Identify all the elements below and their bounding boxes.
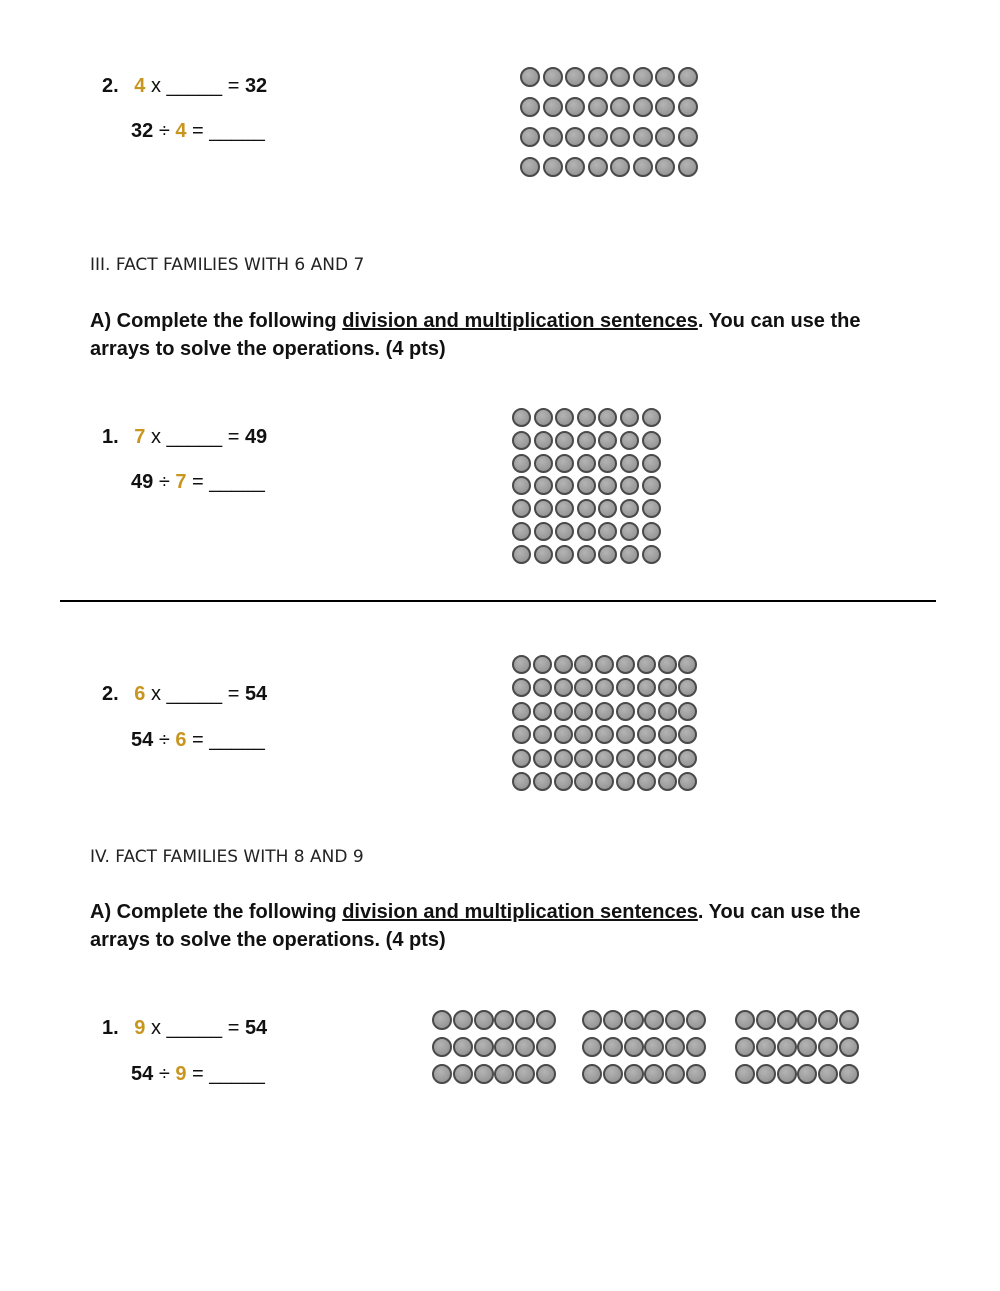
divisor: 9 (175, 1063, 187, 1085)
array-dot (735, 1010, 755, 1030)
array-dot (565, 157, 585, 177)
answer-blank[interactable]: _____ (209, 120, 265, 142)
array-dot (678, 725, 697, 744)
array-dot (616, 655, 635, 674)
array-dot (644, 1010, 664, 1030)
divisor: 7 (175, 471, 187, 493)
array-dot (512, 725, 531, 744)
array-dot (642, 476, 661, 495)
array-dot (512, 408, 531, 427)
dot-array (512, 408, 661, 564)
array-dot (598, 476, 617, 495)
answer-blank[interactable]: _____ (209, 1063, 265, 1085)
equals-sign: = (227, 1017, 240, 1039)
dividend: 54 (131, 1063, 154, 1085)
array-dot (582, 1010, 602, 1030)
divisor: 6 (175, 729, 187, 751)
array-dot (555, 522, 574, 541)
array-dot (512, 499, 531, 518)
array-dot (678, 772, 697, 791)
equals-sign: = (192, 729, 204, 751)
equation-mult-iv-1 (102, 1016, 267, 1040)
dividend: 49 (131, 471, 154, 493)
array-dot (633, 67, 653, 87)
instructions-iii (90, 307, 910, 363)
array-dot (494, 1010, 514, 1030)
array-dot (642, 545, 661, 564)
problem-number: 2. (102, 683, 119, 705)
array-dot (574, 725, 593, 744)
array-dot (637, 725, 656, 744)
divide-sign: ÷ (158, 120, 170, 142)
problem-number: 2. (102, 75, 119, 97)
factor: 7 (134, 426, 146, 448)
array-dot (797, 1010, 817, 1030)
array-dot (512, 702, 531, 721)
array-dot (494, 1037, 514, 1057)
array-dot (598, 499, 617, 518)
array-dot (574, 678, 593, 697)
dot-array (520, 67, 698, 177)
array-dot (603, 1064, 623, 1084)
array-dot (642, 499, 661, 518)
array-dot (644, 1064, 664, 1084)
array-dot (536, 1037, 556, 1057)
page-divider (60, 600, 936, 602)
array-dot (512, 772, 531, 791)
instructions-prefix: A) Complete the following (90, 901, 343, 923)
array-dot (642, 431, 661, 450)
answer-blank[interactable]: _____ (209, 471, 265, 493)
array-dot (577, 476, 596, 495)
array-dot (543, 157, 563, 177)
product: 49 (244, 426, 268, 448)
answer-blank[interactable]: _____ (166, 1017, 223, 1039)
array-dot (574, 655, 593, 674)
equals-sign: = (192, 120, 204, 142)
array-dot (565, 97, 585, 117)
array-dot (533, 678, 552, 697)
array-dot (678, 97, 698, 117)
array-dot (777, 1064, 797, 1084)
array-dot (642, 454, 661, 473)
array-dot (536, 1010, 556, 1030)
array-dot (598, 454, 617, 473)
array-dot (555, 431, 574, 450)
array-dot (686, 1037, 706, 1057)
factor: 4 (134, 75, 146, 97)
answer-blank[interactable]: _____ (166, 683, 223, 705)
array-dot (543, 127, 563, 147)
array-dot (533, 725, 552, 744)
times-sign: x (150, 75, 161, 97)
array-dot (655, 97, 675, 117)
array-dot (533, 702, 552, 721)
array-dot (620, 408, 639, 427)
array-dot (595, 749, 614, 768)
divide-sign: ÷ (158, 729, 170, 751)
array-dot (658, 655, 677, 674)
array-dot (839, 1064, 859, 1084)
array-dot (637, 702, 656, 721)
array-dot (582, 1064, 602, 1084)
array-dot (533, 772, 552, 791)
equals-sign: = (192, 1063, 204, 1085)
equation-mult-iii-2 (102, 682, 267, 706)
array-dot (474, 1010, 494, 1030)
array-dot (633, 127, 653, 147)
array-dot (624, 1010, 644, 1030)
array-dot (658, 702, 677, 721)
dot-array (512, 655, 697, 791)
array-dot (678, 678, 697, 697)
array-dot (598, 522, 617, 541)
divide-sign: ÷ (158, 471, 170, 493)
times-sign: x (150, 683, 161, 705)
array-dot (555, 545, 574, 564)
problem-number: 1. (102, 1017, 119, 1039)
array-dot (637, 678, 656, 697)
dot-array-group-2 (582, 1010, 706, 1084)
instructions-suffix: . You can use the arrays to solve the operations. (4 pts) (90, 310, 861, 360)
array-dot (512, 655, 531, 674)
answer-blank[interactable]: _____ (166, 75, 223, 97)
array-dot (735, 1037, 755, 1057)
array-dot (620, 431, 639, 450)
array-dot (588, 97, 608, 117)
array-dot (620, 522, 639, 541)
array-dot (818, 1010, 838, 1030)
array-dot (595, 702, 614, 721)
array-dot (686, 1064, 706, 1084)
array-dot (603, 1010, 623, 1030)
equation-div-top (131, 119, 265, 143)
array-dot (577, 545, 596, 564)
array-dot (595, 725, 614, 744)
array-dot (512, 678, 531, 697)
array-dot (543, 97, 563, 117)
array-dot (678, 127, 698, 147)
array-dot (554, 655, 573, 674)
product: 54 (244, 1017, 268, 1039)
array-dot (620, 545, 639, 564)
array-dot (637, 749, 656, 768)
divisor: 4 (175, 120, 187, 142)
array-dot (595, 678, 614, 697)
array-dot (512, 454, 531, 473)
array-dot (603, 1037, 623, 1057)
array-dot (777, 1037, 797, 1057)
instructions-iv (90, 898, 910, 954)
array-dot (616, 772, 635, 791)
array-dot (616, 749, 635, 768)
array-dot (839, 1037, 859, 1057)
array-dot (678, 157, 698, 177)
array-dot (665, 1064, 685, 1084)
dividend: 32 (131, 120, 154, 142)
array-dot (520, 67, 540, 87)
answer-blank[interactable]: _____ (166, 426, 223, 448)
array-dot (756, 1064, 776, 1084)
array-dot (577, 431, 596, 450)
array-dot (515, 1064, 535, 1084)
product: 54 (244, 683, 268, 705)
array-dot (598, 408, 617, 427)
equation-div-iii-1 (131, 470, 265, 494)
array-dot (582, 1037, 602, 1057)
array-dot (534, 545, 553, 564)
array-dot (534, 431, 553, 450)
array-dot (655, 127, 675, 147)
answer-blank[interactable]: _____ (209, 729, 265, 751)
array-dot (658, 749, 677, 768)
array-dot (534, 454, 553, 473)
array-dot (543, 67, 563, 87)
problem-number: 1. (102, 426, 119, 448)
array-dot (686, 1010, 706, 1030)
array-dot (616, 702, 635, 721)
dividend: 54 (131, 729, 154, 751)
array-dot (642, 408, 661, 427)
array-dot (610, 67, 630, 87)
equation-div-iii-2 (131, 728, 265, 752)
array-dot (520, 97, 540, 117)
array-dot (620, 454, 639, 473)
equals-sign: = (227, 683, 240, 705)
array-dot (610, 157, 630, 177)
array-dot (574, 702, 593, 721)
dot-array-group-1 (432, 1010, 556, 1084)
array-dot (678, 67, 698, 87)
array-dot (453, 1037, 473, 1057)
equals-sign: = (227, 426, 240, 448)
array-dot (512, 522, 531, 541)
array-dot (534, 499, 553, 518)
array-dot (534, 522, 553, 541)
array-dot (595, 655, 614, 674)
array-dot (655, 157, 675, 177)
product: 32 (244, 75, 268, 97)
array-dot (453, 1010, 473, 1030)
array-dot (658, 772, 677, 791)
array-dot (533, 749, 552, 768)
array-dot (577, 408, 596, 427)
array-dot (577, 522, 596, 541)
array-dot (644, 1037, 664, 1057)
instructions-underlined: division and multiplication sentences (342, 901, 698, 923)
array-dot (554, 725, 573, 744)
instructions-suffix: . You can use the arrays to solve the operations. (4 pts) (90, 901, 861, 951)
array-dot (665, 1037, 685, 1057)
array-dot (474, 1064, 494, 1084)
array-dot (620, 476, 639, 495)
array-dot (577, 454, 596, 473)
array-dot (474, 1037, 494, 1057)
array-dot (554, 702, 573, 721)
array-dot (574, 749, 593, 768)
array-dot (554, 772, 573, 791)
array-dot (432, 1064, 452, 1084)
array-dot (534, 408, 553, 427)
array-dot (678, 702, 697, 721)
equation-div-iv-1 (131, 1062, 265, 1086)
array-dot (577, 499, 596, 518)
array-dot (555, 454, 574, 473)
array-dot (588, 157, 608, 177)
array-dot (756, 1037, 776, 1057)
array-dot (453, 1064, 473, 1084)
array-dot (554, 678, 573, 697)
array-dot (565, 127, 585, 147)
array-dot (658, 678, 677, 697)
array-dot (610, 97, 630, 117)
array-dot (595, 772, 614, 791)
array-dot (642, 522, 661, 541)
array-dot (678, 749, 697, 768)
array-dot (678, 655, 697, 674)
array-dot (515, 1010, 535, 1030)
array-dot (637, 772, 656, 791)
array-dot (624, 1037, 644, 1057)
array-dot (756, 1010, 776, 1030)
array-dot (598, 431, 617, 450)
array-dot (555, 408, 574, 427)
array-dot (665, 1010, 685, 1030)
array-dot (574, 772, 593, 791)
equation-mult-iii-1 (102, 425, 267, 449)
array-dot (565, 67, 585, 87)
times-sign: x (150, 426, 161, 448)
array-dot (620, 499, 639, 518)
array-dot (494, 1064, 514, 1084)
times-sign: x (150, 1017, 161, 1039)
array-dot (534, 476, 553, 495)
array-dot (515, 1037, 535, 1057)
array-dot (610, 127, 630, 147)
array-dot (512, 431, 531, 450)
array-dot (797, 1037, 817, 1057)
factor: 9 (134, 1017, 146, 1039)
section-heading-iv: IV. FACT FAMILIES WITH 8 AND 9 (90, 847, 364, 867)
section-heading-iii: III. FACT FAMILIES WITH 6 AND 7 (90, 255, 365, 275)
array-dot (818, 1037, 838, 1057)
array-dot (512, 545, 531, 564)
array-dot (658, 725, 677, 744)
array-dot (512, 749, 531, 768)
instructions-underlined: division and multiplication sentences (342, 310, 698, 332)
array-dot (598, 545, 617, 564)
dot-array-group-3 (735, 1010, 859, 1084)
array-dot (588, 127, 608, 147)
array-dot (637, 655, 656, 674)
array-dot (555, 476, 574, 495)
equals-sign: = (227, 75, 240, 97)
divide-sign: ÷ (158, 1063, 170, 1085)
array-dot (520, 157, 540, 177)
array-dot (616, 678, 635, 697)
array-dot (624, 1064, 644, 1084)
array-dot (554, 749, 573, 768)
array-dot (839, 1010, 859, 1030)
array-dot (633, 157, 653, 177)
array-dot (536, 1064, 556, 1084)
array-dot (818, 1064, 838, 1084)
array-dot (520, 127, 540, 147)
factor: 6 (134, 683, 146, 705)
array-dot (432, 1010, 452, 1030)
array-dot (533, 655, 552, 674)
array-dot (555, 499, 574, 518)
array-dot (777, 1010, 797, 1030)
equals-sign: = (192, 471, 204, 493)
equation-mult-top (102, 74, 267, 98)
instructions-prefix: A) Complete the following (90, 310, 343, 332)
array-dot (512, 476, 531, 495)
array-dot (588, 67, 608, 87)
array-dot (655, 67, 675, 87)
array-dot (797, 1064, 817, 1084)
array-dot (633, 97, 653, 117)
array-dot (616, 725, 635, 744)
array-dot (735, 1064, 755, 1084)
array-dot (432, 1037, 452, 1057)
